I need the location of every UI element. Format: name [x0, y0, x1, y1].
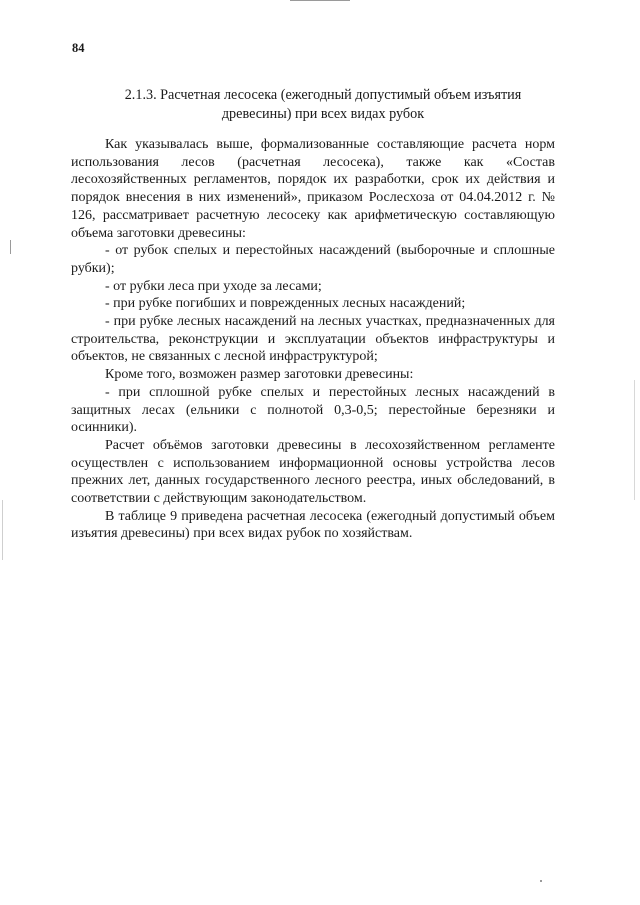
scan-artifact-dot [540, 880, 542, 882]
list-item-damaged-felling: - при рубке погибших и поврежденных лесных насаждений; [105, 296, 466, 312]
section-heading-line-1: 2.1.3. Расчетная лесосека (ежегодный допустимый объем изъятия [124, 87, 522, 103]
scan-artifact-left-edge [2, 500, 3, 560]
scan-artifact-top [290, 0, 350, 1]
list-item-care-felling: - от рубки леса при уходе за лесами; [105, 278, 322, 294]
body-text [71, 136, 555, 543]
scan-artifact-left [10, 240, 11, 254]
paragraph-calculation: Расчет объёмов заготовки древесины в лесохозяйственном регламенте осуществлен с использованием информационной основы устройства лесов прежних лет, данных государственного лесного реестра, иных обследований, в соответствии с действующим законодательством. [71, 437, 555, 507]
scan-artifact-right-edge [634, 380, 635, 500]
list-item-mature-felling: - от рубок спелых и перестойных насаждений (выборочные и сплошные рубки); [71, 243, 555, 276]
paragraph-table-reference: В таблице 9 приведена расчетная лесосека (ежегодный допустимый объем изъятия древесины) при всех видах рубок по хозяйствам. [71, 508, 555, 542]
section-heading-line-2: древесины) при всех видах рубок [221, 106, 425, 122]
paragraph-intro: Как указывалась выше, формализованные составляющие расчета норм использования лесов (расчетная лесосека), также как «Состав лесохозяйственных регламентов, порядок их разработки, срок их действия и порядок внесения в них изменений», приказом Рослесхоза от 04.04.2012 г. № 126, рассматривает расчетную лесосеку как арифметическую составляющую объема заготовки древесины: [71, 137, 555, 241]
list-item-infrastructure-felling: - при рубке лесных насаждений на лесных участках, предназначенных для строительства, реконструкции и эксплуатации объектов инфраструктуры и объектов, не связанных с лесной инфраструктурой; [71, 314, 555, 365]
page-number: 84 [72, 41, 85, 55]
paragraph-additional: Кроме того, возможен размер заготовки древесины: [105, 367, 414, 383]
list-item-protective-forests: - при сплошной рубке спелых и перестойных лесных насаждений в защитных лесах (ельники с полнотой 0,3-0,5; перестойные березняки и осинники). [71, 384, 555, 436]
section-heading [88, 86, 558, 124]
